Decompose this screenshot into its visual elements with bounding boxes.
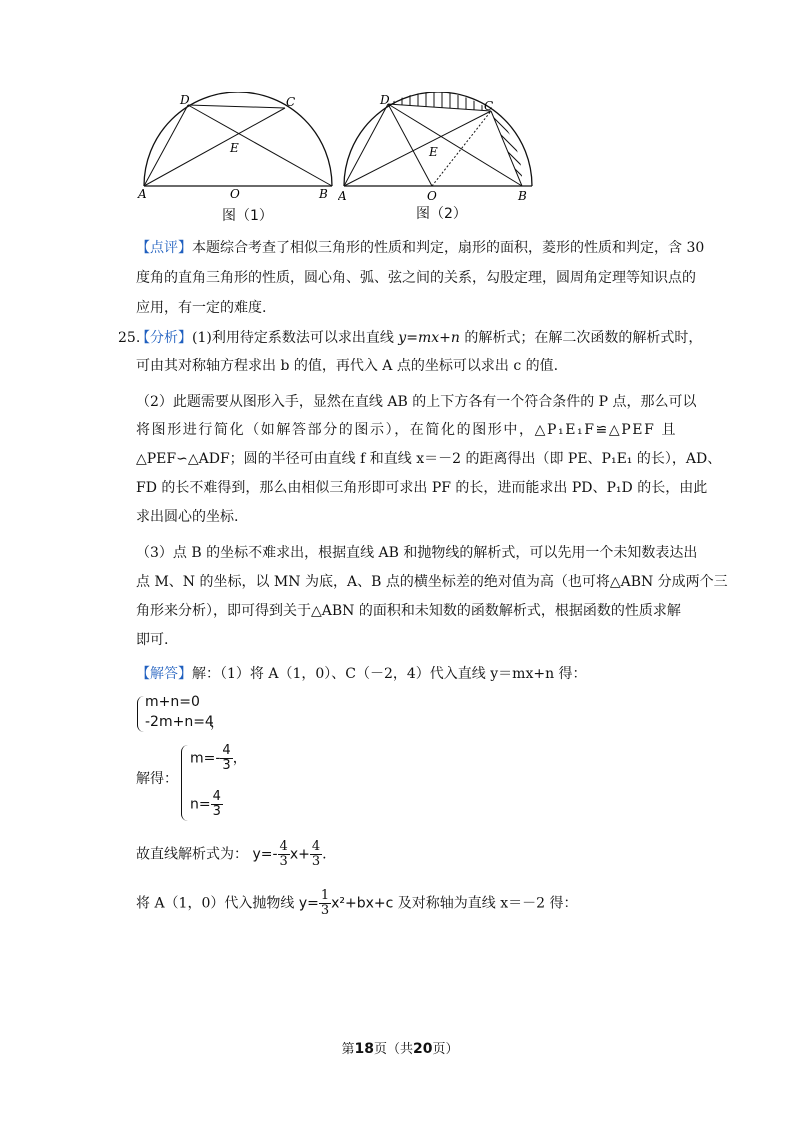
parabola-frac — [319, 889, 331, 918]
equation-comma: ， — [210, 715, 224, 731]
footer-page-number: 18 — [354, 1041, 374, 1057]
fig1-label-A: A — [138, 187, 147, 201]
solution-line-1 — [136, 664, 587, 684]
analysis-line-5: △PEF∽△ADF；圆的半径可由直线 f 和直线 x＝－2 的距离得出（即 PE、P₁E₁ 的长），AD、 — [136, 451, 722, 467]
line-frac-2-num: 4 — [311, 839, 321, 854]
fig1-label-E: E — [230, 141, 239, 155]
parabola-text-a: 将 A（1，0）代入抛物线 — [136, 895, 299, 912]
solution-tag: 【解答】 — [136, 666, 192, 682]
equation-1: m+n=0 — [145, 694, 200, 710]
line-frac-2-den: 3 — [311, 854, 321, 869]
analysis-line-8: （3）点 B 的坐标不难求出，根据直线 AB 和抛物线的解析式，可以先用一个未知数表达出 — [136, 545, 698, 561]
equation-brace-1 — [137, 696, 144, 732]
review-line-3: 应用，有一定的难度. — [136, 300, 267, 316]
fig1-label-O: O — [230, 187, 240, 201]
line-x: x+ — [289, 846, 310, 863]
fig1-label-D: D — [180, 93, 190, 107]
n-denominator: 3 — [212, 804, 221, 819]
n-equals: n= — [190, 796, 211, 813]
analysis-text-1a: (1)利用待定系数法可以求出直线 — [192, 330, 399, 346]
analysis-line-2: 可由其对称轴方程求出 b 的值，再代入 A 点的坐标可以求出 c 的值. — [136, 358, 559, 374]
analysis-tag: 【分析】 — [136, 330, 192, 346]
line-label: 故直线解析式为： — [136, 846, 248, 863]
review-text-1: 本题综合考查了相似三角形的性质和判定，扇形的面积，菱形的性质和判定，含 30 — [192, 240, 705, 256]
solution-text-1: 解：（1）将 A（1，0）、C（－2，4）代入直线 y＝mx+n 得： — [192, 666, 587, 682]
var-mx: mx — [417, 330, 440, 346]
parabola-text-b: 及对称轴为直线 x＝－2 得： — [393, 895, 578, 912]
solution-n — [190, 790, 223, 819]
parabola-frac-den: 3 — [320, 903, 330, 918]
solve-label: 解得： — [136, 771, 178, 787]
fig1-caption: 图（1） — [222, 208, 273, 224]
fig2-label-D: D — [380, 93, 390, 107]
parabola-y: y= — [298, 895, 319, 912]
footer-pre: 第 — [341, 1042, 355, 1057]
fig2-label-A: A — [338, 189, 347, 202]
analysis-line-3: （2）此题需要从图形入手，显然在直线 AB 的上下方各有一个符合条件的 P 点，那么可以 — [136, 394, 697, 410]
analysis-text-1g: 的解析式；在解二次函数的解析式时， — [459, 330, 703, 346]
fig2-label-O: O — [427, 189, 437, 202]
line-end: . — [322, 846, 327, 863]
equals: = — [406, 330, 418, 346]
review-line-1 — [136, 238, 704, 258]
line-frac-1 — [278, 840, 290, 869]
parabola-line — [136, 889, 578, 918]
m-fraction — [220, 744, 232, 773]
figure-2 — [338, 92, 538, 202]
plus: + — [439, 330, 451, 346]
parabola-rest: x²+bx+c — [331, 895, 394, 912]
solution-m — [190, 744, 247, 773]
m-equals: m=- — [190, 750, 221, 767]
review-tag: 【点评】 — [136, 240, 192, 256]
question-number: 25. — [118, 330, 141, 346]
fig2-caption: 图（2） — [416, 206, 467, 222]
m-numerator: 4 — [222, 743, 231, 758]
var-y: y — [398, 330, 407, 346]
n-fraction — [211, 790, 223, 819]
footer-mid: 页（共 — [373, 1042, 413, 1057]
fig1-label-C: C — [286, 95, 296, 109]
n-numerator: 4 — [212, 789, 221, 804]
fig2-label-E: E — [429, 145, 438, 159]
review-line-2: 度角的直角三角形的性质，圆心角、弧、弦之间的关系，勾股定理，圆周角定理等知识点的 — [136, 270, 696, 286]
fig2-label-C: C — [484, 99, 494, 113]
line-expression — [136, 840, 327, 869]
equation-brace-2 — [181, 745, 188, 821]
page-footer — [0, 1038, 800, 1057]
m-denominator: 3 — [222, 758, 231, 773]
footer-total-pages: 20 — [413, 1041, 433, 1057]
analysis-line-10: 角形来分析），即可得到关于△ABN 的面积和未知数的函数解析式，根据函数的性质求解 — [136, 603, 681, 619]
footer-post: 页） — [432, 1042, 459, 1057]
analysis-line-4: 将图形进行简化（如解答部分的图示），在简化的图形中，△P₁E₁F≌△PEF 且 — [136, 422, 678, 438]
line-frac-2 — [310, 840, 322, 869]
fig1-label-B: B — [319, 187, 328, 201]
analysis-line-9: 点 M、N 的坐标，以 MN 为底，A、B 点的横坐标差的绝对值为高（也可将△ABN 分成两个三 — [136, 574, 728, 590]
analysis-line-7: 求出圆心的坐标. — [136, 509, 239, 525]
analysis-line-1 — [136, 328, 702, 348]
parabola-frac-num: 1 — [320, 888, 330, 903]
analysis-line-11: 即可. — [136, 632, 169, 648]
figure-1 — [136, 92, 336, 202]
analysis-line-6: FD 的长不难得到，那么由相似三角形即可求出 PF 的长，进而能求出 PD、P₁D 的长，由此 — [136, 480, 708, 496]
equation-2: -2m+n=4 — [145, 714, 214, 730]
m-comma: ， — [232, 750, 247, 767]
line-y: y=- — [252, 846, 278, 863]
line-frac-1-den: 3 — [279, 854, 288, 869]
fig2-label-B: B — [518, 189, 527, 202]
var-n: n — [450, 330, 460, 346]
line-frac-1-num: 4 — [279, 839, 288, 854]
